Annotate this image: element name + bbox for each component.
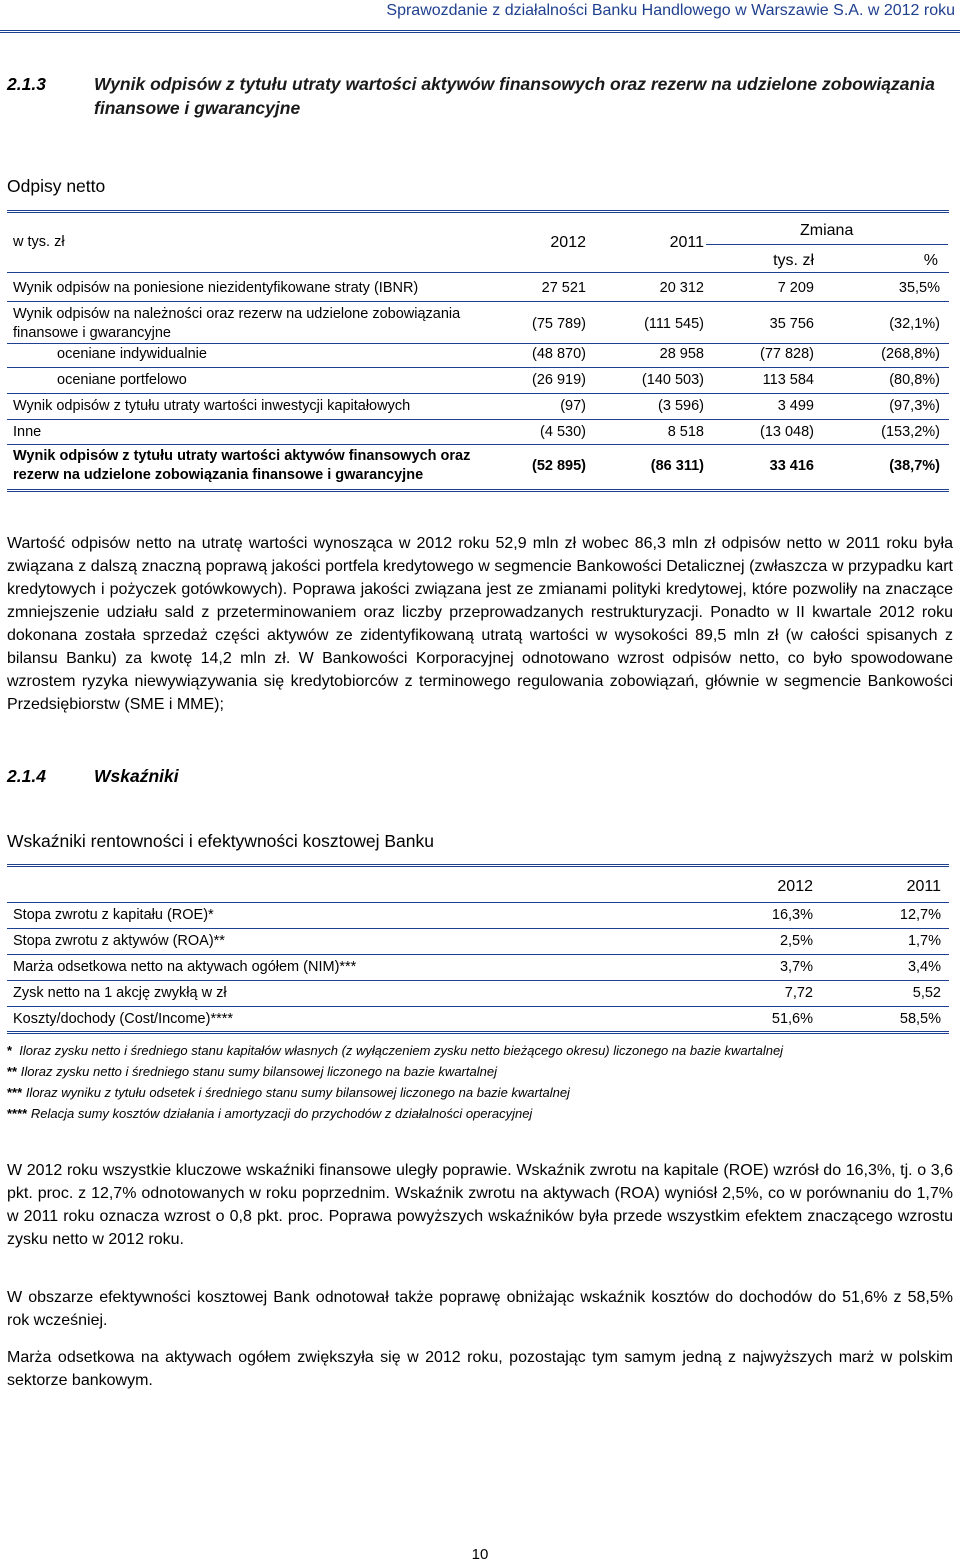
col-header-2011: 2011 xyxy=(669,234,704,251)
row-change-abs: 7 209 xyxy=(777,280,814,296)
section-title: Wskaźniki xyxy=(94,766,179,786)
row-rule xyxy=(7,367,949,368)
row-value-2012: (75 789) xyxy=(531,316,586,332)
section-number: 2.1.3 xyxy=(7,74,46,94)
row-value-2011: (140 503) xyxy=(641,372,704,388)
row-change-pct: (153,2%) xyxy=(881,424,940,440)
body-paragraph: Wartość odpisów netto na utratę wartości wynosząca w 2012 roku 52,9 mln zł wobec 86,3 mln zł odpisów netto w 2011 roku była związana z dalszą znaczną poprawą jakości portfela kredytowego w segmencie Bankowości Detalicznej (zwłaszcza w przypadku kart kredytowych i pożyczek gotówkowych). Poprawa jakości związana jest ze zmianami polityki kredytowej, które pozwoliły na znaczące zmniejszenie udziału sald z przeterminowaniem oraz liczby przeprowadzanych restrukturyzacji. Ponadto w II kwartale 2012 roku dokonana została sprzedaż części aktywów ze zidentyfikowaną utratą wartości w wysokości 89,5 mln zł (w całości spisanych z bilansu Banku) za kwotę 14,2 mln zł. W Bankowości Korporacyjnej odnotowano wzrost odpisów netto, co było spowodowane wzrostem ryzyka niewywiązywania się kredytobiorców z terminowego regulowania zobowiązań, głównie w segmencie Bankowości Przedsiębiorstw (SME i MME); xyxy=(7,535,953,713)
row-change-abs: 113 584 xyxy=(762,372,814,388)
change-header-rule xyxy=(706,244,948,245)
ratio-value-2011: 3,4% xyxy=(907,959,941,975)
footnotes xyxy=(7,1040,783,1124)
footnote xyxy=(7,1103,783,1124)
footnote-mark: * xyxy=(7,1043,13,1058)
page-number: 10 xyxy=(471,1546,489,1563)
header-bottom-rule xyxy=(7,272,949,273)
ratio-value-2012: 2,5% xyxy=(779,933,813,949)
row-change-pct: 35,5% xyxy=(898,280,940,296)
footnote-text: Iloraz zysku netto i średniego stanu sumy bilansowej liczonego na bazie kwartalnej xyxy=(20,1064,497,1079)
total-change-pct: (38,7%) xyxy=(889,458,940,474)
ratio-value-2011: 12,7% xyxy=(899,907,941,923)
header-rule xyxy=(0,30,960,33)
row-rule xyxy=(7,1006,949,1007)
unit-label: w tys. zł xyxy=(13,234,65,250)
row-label: oceniane portfelowo xyxy=(57,372,187,388)
footnote xyxy=(7,1040,783,1061)
footnote-text: Iloraz wyniku z tytułu odsetek i średniego stanu sumy bilansowej liczonego na bazie kwartalnej xyxy=(25,1085,570,1100)
ratio-value-2011: 58,5% xyxy=(899,1011,941,1027)
ratio-value-2011: 5,52 xyxy=(912,985,941,1001)
footnote-mark: ** xyxy=(7,1064,18,1079)
section-number: 2.1.4 xyxy=(7,766,46,786)
row-rule xyxy=(7,419,949,420)
row-value-2011: 20 312 xyxy=(659,280,704,296)
col-header-2011: 2011 xyxy=(906,878,941,895)
table-bottom-rule xyxy=(7,489,949,492)
col-header-2012: 2012 xyxy=(550,234,586,251)
row-value-2011: 28 958 xyxy=(659,346,704,362)
footnote-mark: **** xyxy=(7,1106,28,1121)
row-label: Wynik odpisów na należności oraz rezerw na udzielone zobowiązania finansowe i gwarancyjne xyxy=(13,306,461,341)
row-change-pct: (32,1%) xyxy=(889,316,940,332)
row-change-abs: 3 499 xyxy=(777,398,814,414)
header-bottom-rule xyxy=(7,902,949,903)
body-paragraph: Marża odsetkowa na aktywach ogółem zwiększyła się w 2012 roku, pozostając tym samym jedną z najwyższych marż w polskim sektorze bankowym. xyxy=(7,1349,953,1389)
row-label: Wynik odpisów na poniesione niezidentyfikowane straty (IBNR) xyxy=(13,280,419,296)
row-value-2011: (3 596) xyxy=(658,398,704,414)
total-value-2012: (52 895) xyxy=(531,458,586,474)
col-header-change-pct: % xyxy=(923,252,938,269)
footnote-text: Relacja sumy kosztów działania i amortyzacji do przychodów z działalności operacyjnej xyxy=(30,1106,533,1121)
ratio-value-2012: 16,3% xyxy=(771,907,813,923)
row-value-2011: 8 518 xyxy=(667,424,704,440)
row-change-abs: 35 756 xyxy=(769,316,814,332)
col-header-2012: 2012 xyxy=(777,878,813,895)
row-value-2012: (26 919) xyxy=(531,372,586,388)
row-value-2012: (4 530) xyxy=(540,424,586,440)
total-change-abs: 33 416 xyxy=(769,458,814,474)
table-top-rule xyxy=(7,210,949,213)
ratio-label: Marża odsetkowa netto na aktywach ogółem (NIM)*** xyxy=(13,959,357,975)
footnote xyxy=(7,1061,783,1082)
col-header-change-abs: tys. zł xyxy=(773,252,814,269)
total-value-2011: (86 311) xyxy=(650,458,704,474)
row-value-2012: (97) xyxy=(560,398,586,414)
table-bottom-rule xyxy=(7,1031,949,1034)
body-paragraph: W 2012 roku wszystkie kluczowe wskaźniki finansowe uległy poprawie. Wskaźnik zwrotu na kapitale (ROE) wzrósł do 16,3%, tj. o 3,6 pkt. proc. z 12,7% odnotowanych w roku poprzednim. Wskaźnik zwrotu na aktywach (ROA) wyniósł 2,5%, co w porównaniu do 1,7% w 2011 roku oznacza wzrost o 0,8 pkt. proc. Poprawa powyższych wskaźników była przede wszystkim efektem znaczącego wzrostu zysku netto w 2012 roku. xyxy=(7,1162,953,1248)
row-rule xyxy=(7,928,949,929)
row-value-2012: (48 870) xyxy=(531,346,586,362)
ratio-value-2011: 1,7% xyxy=(907,933,941,949)
row-change-pct: (80,8%) xyxy=(889,372,940,388)
body-paragraph: W obszarze efektywności kosztowej Bank odnotował także poprawę obniżając wskaźnik kosztów do dochodów do 51,6% z 58,5% rok wcześniej. xyxy=(7,1289,953,1329)
row-label: oceniane indywidualnie xyxy=(57,346,207,362)
table-caption: Wskaźniki rentowności i efektywności kosztowej Banku xyxy=(7,831,434,851)
ratio-value-2012: 51,6% xyxy=(771,1011,813,1027)
ratio-value-2012: 3,7% xyxy=(779,959,813,975)
row-rule xyxy=(7,393,949,394)
row-rule xyxy=(7,343,949,344)
row-change-pct: (97,3%) xyxy=(889,398,940,414)
row-rule xyxy=(7,301,949,302)
footnote-mark: *** xyxy=(7,1085,23,1100)
total-row-label: Wynik odpisów z tytułu utraty wartości aktywów finansowych oraz rezerw na udzielone zobowiązania finansowe i gwarancyjne xyxy=(13,448,471,483)
table-caption: Odpisy netto xyxy=(7,176,106,196)
footnote-text: Iloraz zysku netto i średniego stanu kapitałów własnych (z wyłączeniem zysku netto bieżącego okresu) liczonego na bazie kwartalnej xyxy=(19,1043,784,1058)
ratio-value-2012: 7,72 xyxy=(784,985,813,1001)
row-rule xyxy=(7,954,949,955)
row-label: Wynik odpisów z tytułu utraty wartości inwestycji kapitałowych xyxy=(13,398,411,414)
row-change-abs: (77 828) xyxy=(759,346,814,362)
row-value-2012: 27 521 xyxy=(541,280,586,296)
row-rule xyxy=(7,980,949,981)
ratio-label: Koszty/dochody (Cost/Income)**** xyxy=(13,1011,234,1027)
section-title: Wynik odpisów z tytułu utraty wartości aktywów finansowych oraz rezerw na udzielone zobowiązania finansowe i gwarancyjne xyxy=(94,74,935,118)
ratio-label: Zysk netto na 1 akcję zwykłą w zł xyxy=(13,985,227,1001)
row-value-2011: (111 545) xyxy=(644,316,704,332)
footnote xyxy=(7,1082,783,1103)
row-label: Inne xyxy=(13,424,42,440)
ratio-label: Stopa zwrotu z kapitału (ROE)* xyxy=(13,907,214,923)
row-change-abs: (13 048) xyxy=(759,424,814,440)
ratio-label: Stopa zwrotu z aktywów (ROA)** xyxy=(13,933,225,949)
row-rule xyxy=(7,444,949,445)
col-header-change: Zmiana xyxy=(800,222,854,239)
row-change-pct: (268,8%) xyxy=(881,346,940,362)
table-top-rule xyxy=(7,864,949,867)
running-header: Sprawozdanie z działalności Banku Handlowego w Warszawie S.A. w 2012 roku xyxy=(386,2,955,19)
